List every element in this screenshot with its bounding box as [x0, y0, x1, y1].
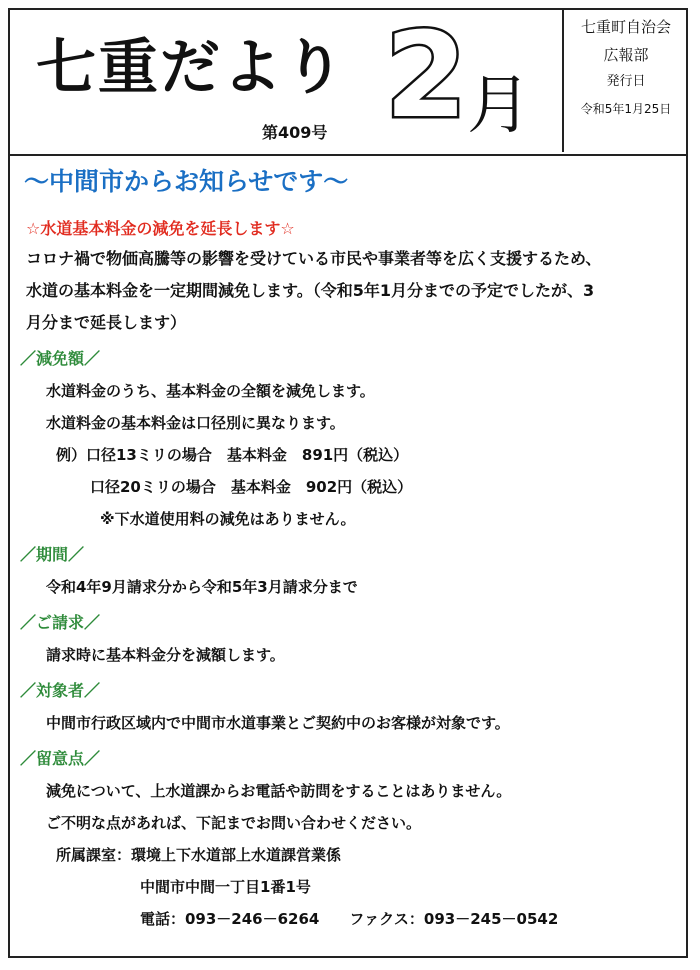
section-label-target: ／対象者／	[20, 681, 101, 700]
notes-line: ご不明な点があれば、下記までお問い合わせください。	[46, 814, 422, 832]
notes-line: 減免について、上水道課からお電話や訪問をすることはありません。	[46, 782, 512, 800]
intro-line: 水道の基本料金を一定期間減免します。（令和5年1月分までの予定でしたが、3	[26, 281, 595, 300]
billing-line: 請求時に基本料金分を減額します。	[46, 646, 285, 664]
section-label-billing: ／ご請求／	[20, 613, 101, 632]
intro-line: 月分まで延長します）	[26, 313, 187, 332]
article-headline: ～中間市からお知らせです～	[24, 167, 349, 196]
publish-date-label: 発行日	[606, 74, 646, 89]
month-display	[385, 6, 565, 144]
section-label-period: ／期間／	[20, 545, 85, 564]
issue-number: 第409号	[262, 123, 328, 142]
publisher-box	[562, 10, 688, 152]
section-label-notes: ／留意点／	[20, 749, 101, 768]
amount-example-line: 例）口径13ミリの場合 基本料金 891円（税込）	[56, 446, 409, 464]
amount-line: 水道料金のうち、基本料金の全額を減免します。	[46, 382, 375, 400]
month-suffix: 月	[467, 69, 531, 143]
publish-date: 令和5年1月25日	[580, 101, 672, 116]
publisher-dept: 広報部	[603, 46, 649, 64]
month-number: 2	[385, 6, 468, 144]
amount-example-line: 口径20ミリの場合 基本料金 902円（税込）	[90, 478, 413, 496]
newsletter-title: 七重だより	[36, 33, 346, 103]
period-line: 令和4年9月請求分から令和5年3月請求分まで	[46, 578, 358, 596]
intro-line: コロナ禍で物価高騰等の影響を受けている市民や事業者等を広く支援するため、	[26, 249, 602, 268]
amount-line: 水道料金の基本料金は口径別に異なります。	[46, 414, 345, 432]
contact-address: 中間市中間一丁目1番1号	[140, 878, 311, 896]
article-subhead: ☆水道基本料金の減免を延長します☆	[26, 219, 295, 238]
target-line: 中間市行政区域内で中間市水道事業とご契約中のお客様が対象です。	[46, 714, 510, 732]
masthead	[10, 6, 686, 156]
contact-phone-fax: 電話：093－246－6264 ファクス：093－245－0542	[140, 910, 559, 928]
section-label-amount: ／減免額／	[20, 349, 101, 368]
publisher-org: 七重町自治会	[580, 18, 671, 36]
newsletter-page	[8, 8, 688, 958]
amount-note: ※下水道使用料の減免はありません。	[100, 510, 356, 528]
contact-department: 所属課室：環境上下水道部上水道課営業係	[56, 846, 342, 864]
